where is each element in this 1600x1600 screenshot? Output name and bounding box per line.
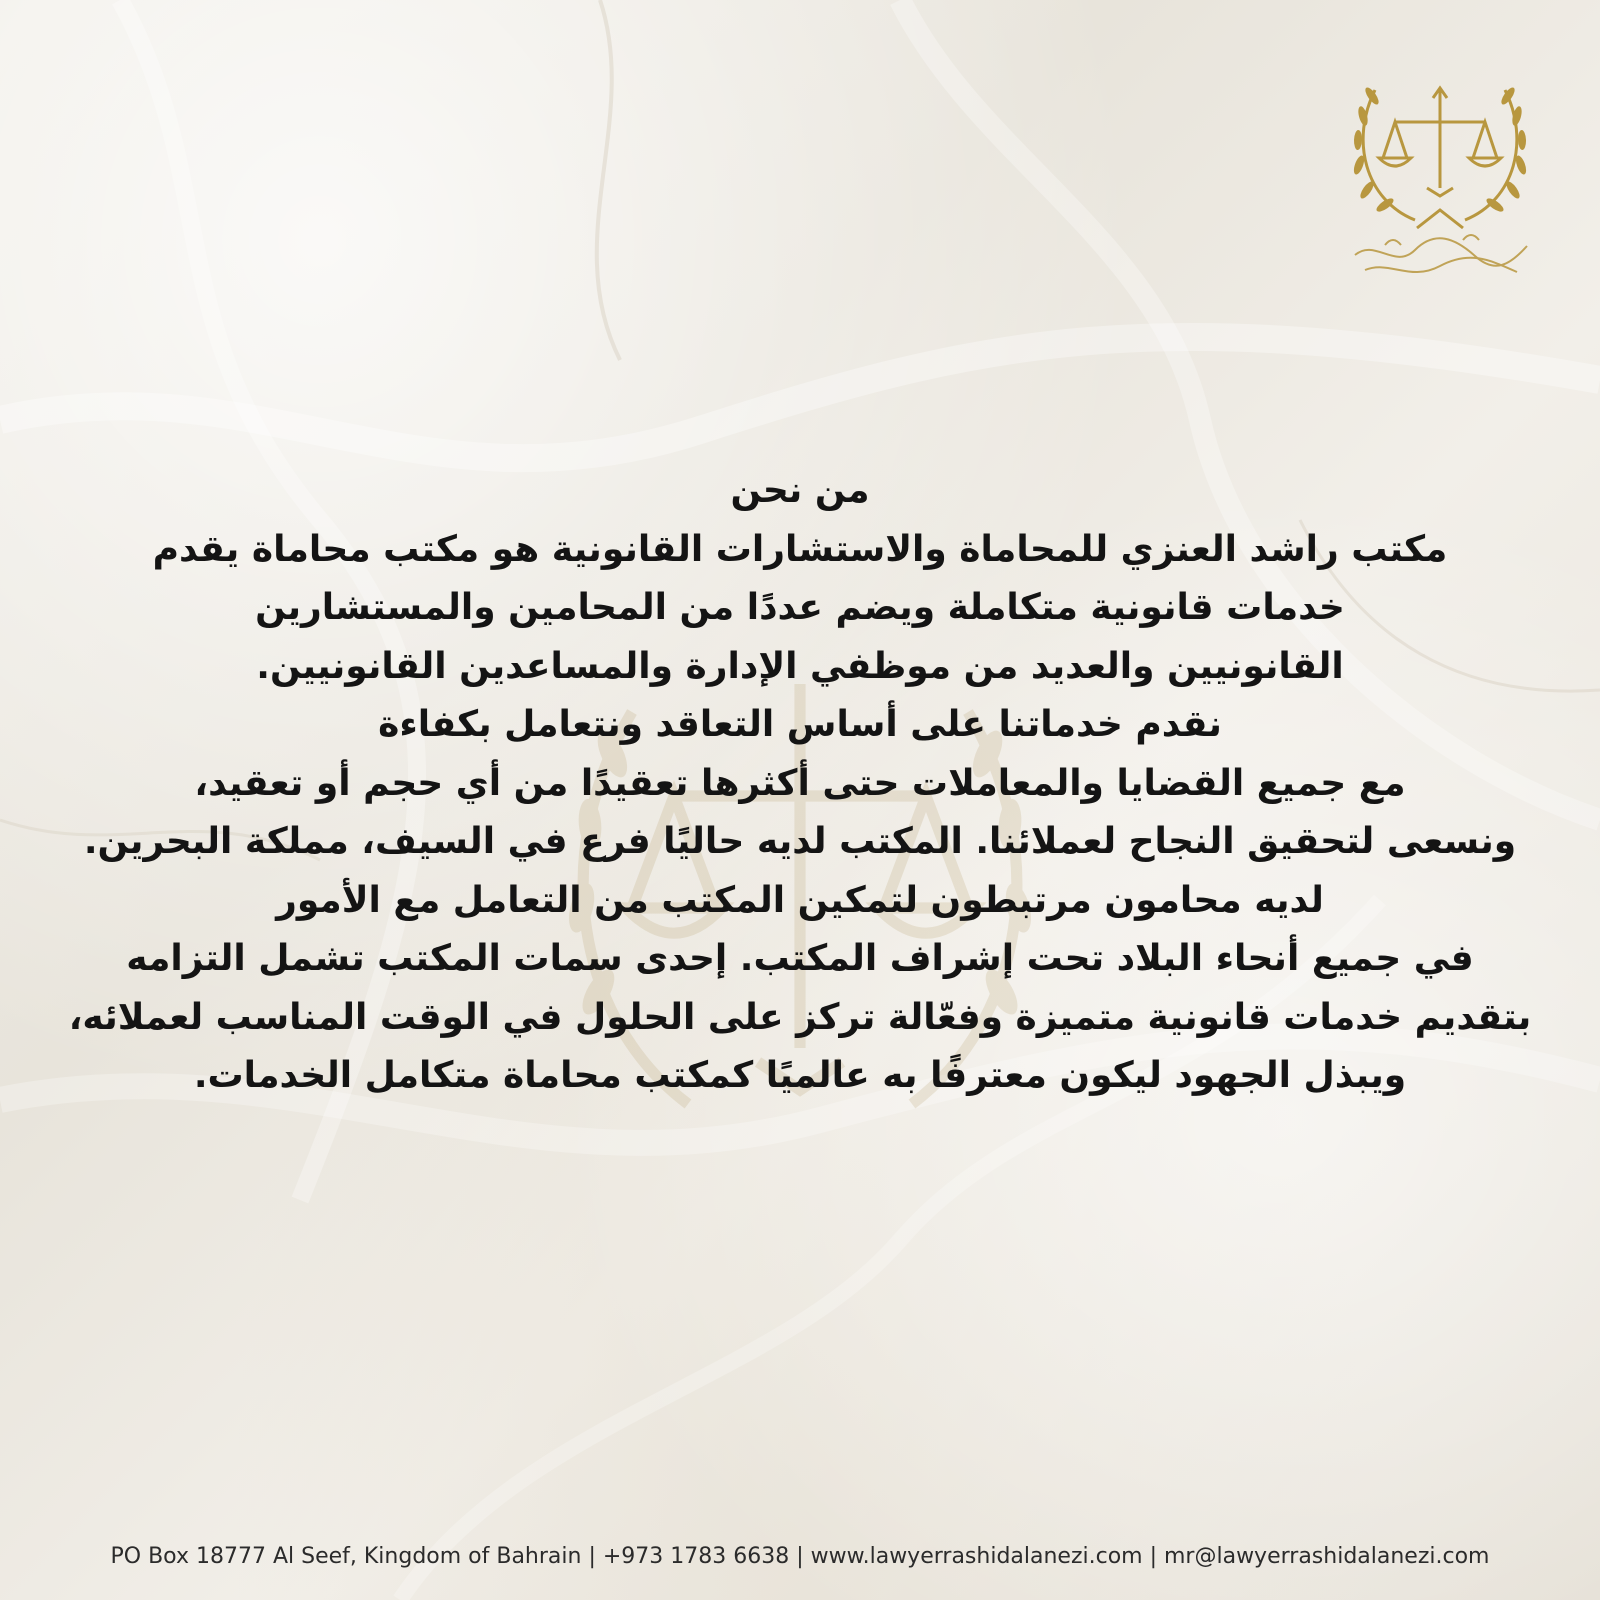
scales-of-justice-icon — [1345, 60, 1535, 290]
about-title: من نحن — [730, 470, 870, 511]
about-line: نقدم خدماتنا على أساس التعاقد ونتعامل بكفاءة — [378, 704, 1222, 745]
about-line: ويبذل الجهود ليكون معترفًا به عالميًا كمكتب محاماة متكامل الخدمات. — [193, 1055, 1407, 1096]
about-line: ونسعى لتحقيق النجاح لعملائنا. المكتب لديه حاليًا فرع في السيف، مملكة البحرين. — [83, 821, 1517, 862]
about-line: في جميع أنحاء البلاد تحت إشراف المكتب. إحدى سمات المكتب تشمل التزامه — [126, 938, 1474, 979]
about-text — [40, 462, 1560, 1106]
about-line: القانونيين والعديد من موظفي الإدارة والمساعدين القانونيين. — [256, 645, 1344, 687]
about-line: مع جميع القضايا والمعاملات حتى أكثرها تعقيدًا من أي حجم أو تعقيد، — [194, 762, 1406, 804]
footer-contact: PO Box 18777 Al Seef, Kingdom of Bahrain | +973 1783 6638 | www.lawyerrashidalanezi.com | mr@lawyerrashidalanezi.com — [110, 1544, 1490, 1569]
about-line: خدمات قانونية متكاملة ويضم عددًا من المحامين والمستشارين — [255, 587, 1345, 628]
about-line: بتقديم خدمات قانونية متميزة وفعّالة تركز على الحلول في الوقت المناسب لعملائه، — [68, 996, 1532, 1038]
firm-logo — [1345, 60, 1535, 290]
about-line: لديه محامون مرتبطون لتمكين المكتب من التعامل مع الأمور — [276, 879, 1324, 921]
about-line: مكتب راشد العنزي للمحاماة والاستشارات القانونية هو مكتب محاماة يقدم — [152, 528, 1448, 570]
